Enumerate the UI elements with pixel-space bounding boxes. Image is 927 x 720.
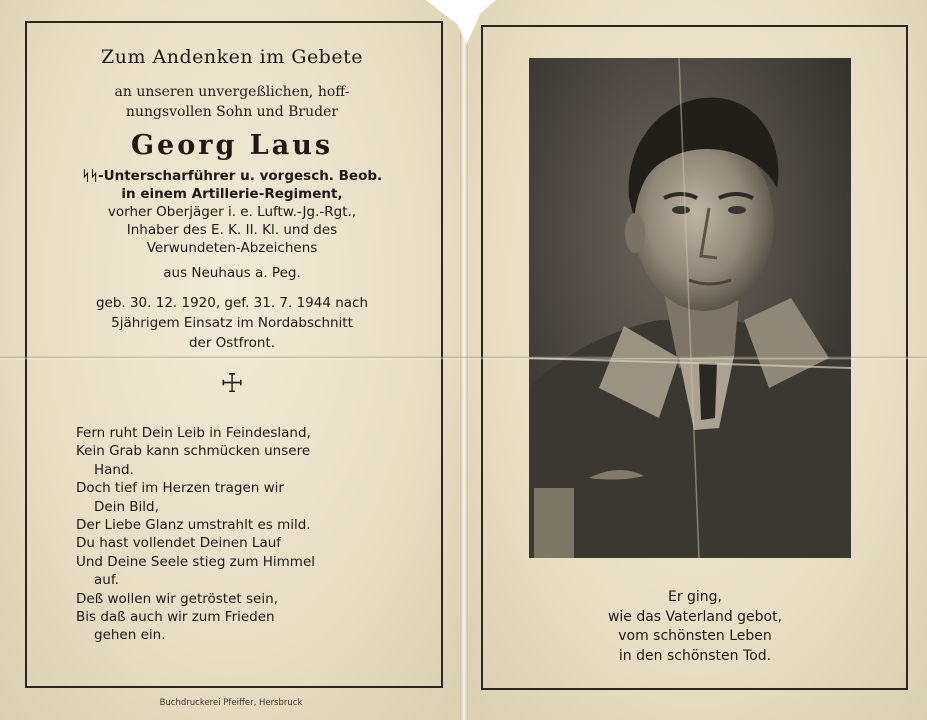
intro-line: an unseren unvergeßlichen, hoff- bbox=[114, 84, 350, 100]
memorial-poem bbox=[76, 424, 396, 645]
horizontal-crease bbox=[0, 356, 927, 360]
poem-line: Deß wollen wir getröstet sein, bbox=[76, 590, 278, 607]
deceased-name: Georg Laus bbox=[130, 130, 334, 161]
poem-line: Doch tief im Herzen tragen wir bbox=[76, 480, 284, 497]
intro-text bbox=[27, 82, 437, 122]
rank-text bbox=[27, 167, 437, 203]
verse-line: wie das Vaterland gebot, bbox=[607, 608, 783, 625]
card-fold bbox=[460, 0, 468, 720]
verse-line: vom schönsten Leben bbox=[618, 628, 772, 644]
poem-line: Der Liebe Glanz umstrahlt es mild. bbox=[76, 517, 311, 534]
closing-verse bbox=[505, 588, 885, 666]
printer-imprint: Buchdruckerei Pfeiffer, Hersbruck bbox=[159, 698, 303, 708]
date-line: geb. 30. 12. 1920, gef. 31. 7. 1944 nach bbox=[95, 295, 369, 311]
detail-line: Inhaber des E. K. II. Kl. und des bbox=[126, 222, 338, 238]
poem-line: gehen ein. bbox=[94, 627, 166, 644]
obituary-text bbox=[27, 40, 437, 399]
portrait-photo bbox=[529, 58, 851, 558]
intro-line: nungsvollen Sohn und Bruder bbox=[125, 104, 339, 120]
date-line: der Ostfront. bbox=[188, 335, 276, 351]
poem-line: Und Deine Seele stieg zum Himmel bbox=[76, 553, 316, 570]
rank-line: in einem Artillerie-Regiment, bbox=[121, 186, 343, 202]
poem-line: Fern ruht Dein Leib in Feindesland, bbox=[76, 425, 311, 441]
detail-line: vorher Oberjäger i. e. Luftw.-Jg.-Rgt., bbox=[107, 204, 357, 220]
poem-line: Hand. bbox=[94, 461, 134, 478]
poem-line: auf. bbox=[94, 572, 119, 589]
poem-line: Kein Grab kann schmücken unsere bbox=[76, 443, 311, 460]
memorial-heading: Zum Andenken im Gebete bbox=[101, 46, 363, 68]
poem-line: Du hast vollendet Deinen Lauf bbox=[76, 535, 282, 552]
poem-line: Bis daß auch wir zum Frieden bbox=[76, 609, 275, 626]
portrait-image bbox=[529, 58, 851, 558]
life-dates bbox=[27, 293, 437, 353]
left-page bbox=[0, 0, 462, 720]
detail-line: Verwundeten-Abzeichens bbox=[146, 240, 318, 256]
date-line: 5jährigem Einsatz im Nordabschnitt bbox=[111, 315, 353, 331]
verse-line: Er ging, bbox=[667, 589, 723, 605]
poem-line: Dein Bild, bbox=[94, 498, 159, 515]
cross-icon: ☩ bbox=[220, 369, 244, 399]
verse-line: in den schönsten Tod. bbox=[618, 647, 772, 664]
right-page bbox=[465, 0, 927, 720]
hometown: aus Neuhaus a. Peg. bbox=[163, 265, 301, 281]
service-details bbox=[27, 203, 437, 257]
rank-line: ᛋᛋ-Unterscharführer u. vorgesch. Beob. bbox=[81, 168, 383, 184]
